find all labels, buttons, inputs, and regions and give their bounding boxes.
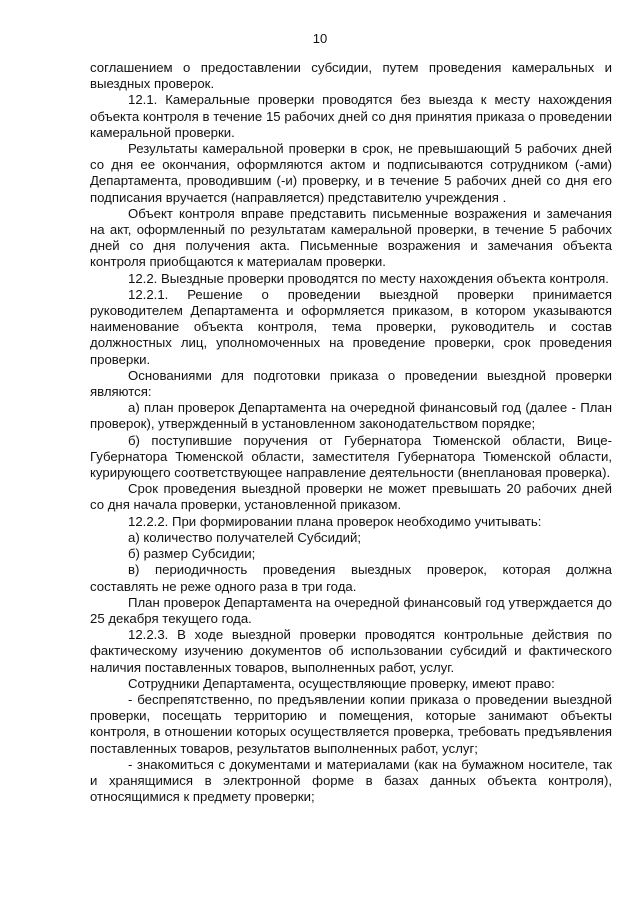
paragraph: 12.2.2. При формировании плана проверок необходимо учитывать: — [128, 513, 542, 529]
paragraph: в) периодичность проведения выездных проверок, которая должна составлять не реже одного раза в три года. — [90, 562, 612, 594]
paragraph: Срок проведения выездной проверки не может превышать 20 рабочих дней со дня начала проверки, установленной приказом. — [90, 481, 612, 513]
paragraph: соглашением о предоставлении субсидии, путем проведения камеральных и выездных проверок. — [90, 60, 612, 92]
paragraph: План проверок Департамента на очередной финансовый год утверждается до 25 декабря текущего года. — [90, 594, 612, 626]
paragraph: - знакомиться с документами и материалами (как на бумажном носителе, так и хранящимися в электронной форме в базах данных объекта контроля), относящимися к предмету проверки; — [90, 756, 612, 805]
page-number: 10 — [312, 31, 328, 46]
paragraph: б) поступившие поручения от Губернатора Тюменской области, Вице-Губернатора Тюменской области, заместителя Губернатора Тюменской области, курирующего соответствующее направление деятельности (внеплановая проверка). — [90, 432, 612, 481]
paragraph: Основаниями для подготовки приказа о проведении выездной проверки являются: — [90, 367, 612, 400]
paragraph: Результаты камеральной проверки в срок, не превышающий 5 рабочих дней со дня ее окончания, оформляются актом и подписываются сотрудником (-ами) Департамента, проводившим (-и) проверку, и в течение 5 рабочих дней со дня его подписания вручается (направляется) представителю учреждения . — [90, 141, 612, 205]
paragraph: 12.2.1. Решение о проведении выездной проверки принимается руководителем Департамента и оформляется приказом, в котором указываются наименование объекта контроля, тема проверки, руководитель и состав должностных лиц, уполномоченных на проведение проверки, срок проведения проверки. — [90, 286, 612, 367]
paragraph: Объект контроля вправе представить письменные возражения и замечания на акт, оформленный по результатам камеральной проверки, в течение 5 рабочих дней со дня получения акта. Письменные возражения и замечания объекта контроля приобщаются к материалам проверки. — [90, 205, 612, 270]
paragraph: 12.2. Выездные проверки проводятся по месту нахождения объекта контроля. — [128, 270, 609, 286]
paragraph: а) план проверок Департамента на очередной финансовый год (далее - План проверок), утвержденный в установленном законодательством порядке; — [90, 400, 612, 432]
paragraph: 12.1. Камеральные проверки проводятся без выезда к месту нахождения объекта контроля в течение 15 рабочих дней со дня принятия приказа о проведении камеральной проверки. — [90, 92, 612, 140]
paragraph: 12.2.3. В ходе выездной проверки проводятся контрольные действия по фактическому изучению документов об использовании субсидий и фактического наличия поставленных товаров, выполненных работ, услуг. — [90, 627, 612, 675]
paragraph: б) размер Субсидии; — [128, 546, 256, 562]
paragraph: - беспрепятственно, по предъявлении копии приказа о проведении выездной проверки, посещать территорию и помещения, которые занимают объекты контроля, в отношении которых осуществляется проверка, требовать предъявления поставленных товаров, результатов выполненных работ, услуг; — [90, 691, 612, 756]
document-body — [90, 60, 612, 805]
paragraph: а) количество получателей Субсидий; — [128, 529, 362, 545]
paragraph: Сотрудники Департамента, осуществляющие проверку, имеют право: — [128, 675, 555, 691]
